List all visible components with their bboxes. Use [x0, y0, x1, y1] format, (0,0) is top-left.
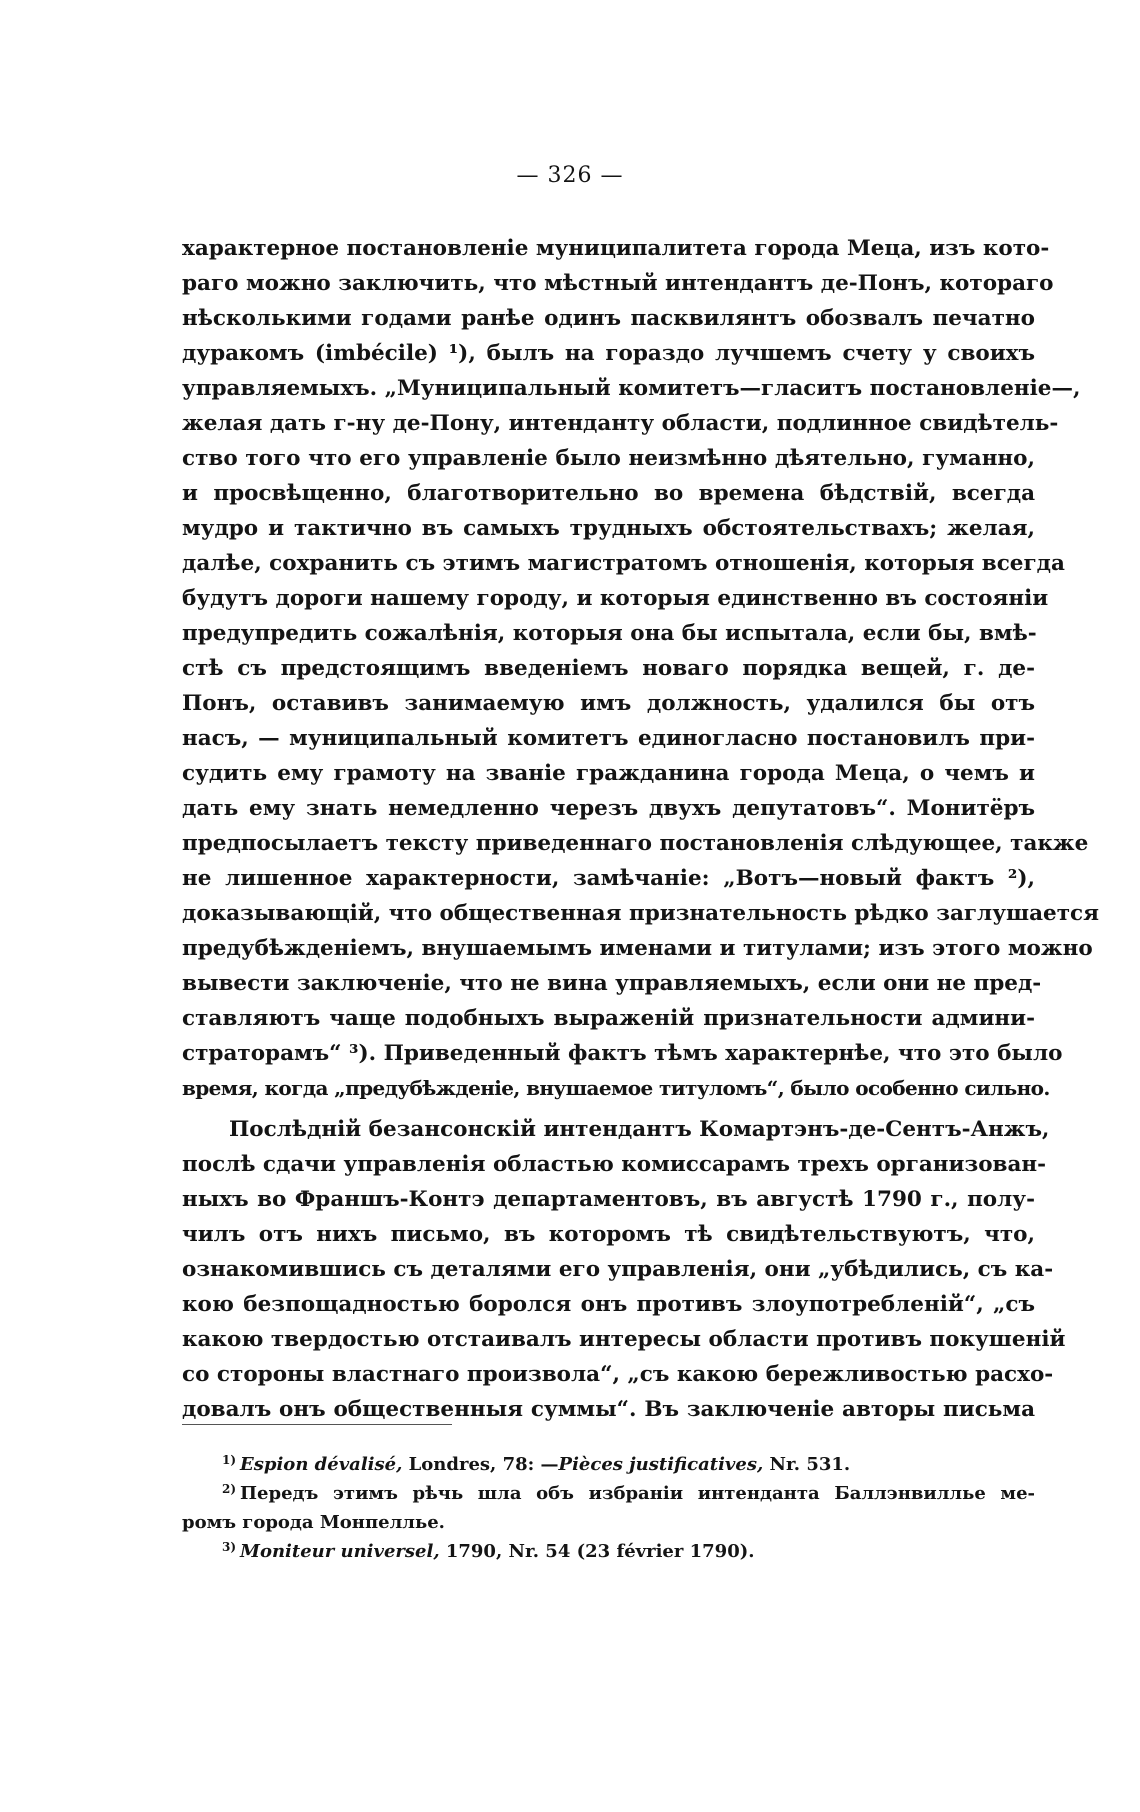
text-line: дуракомъ (imbécile) ¹), былъ на гораздо лучшемъ счету у своихъ	[182, 341, 1035, 366]
text-line: ныхъ во Франшъ-Контэ департаментовъ, въ августѣ 1790 г., полу-	[182, 1187, 1035, 1212]
text-line: страторамъ“ ³). Приведенный фактъ тѣмъ характернѣе, что это было	[182, 1041, 1063, 1066]
text-line: предпосылаетъ тексту приведеннаго постановленія слѣдующее, также	[182, 831, 1089, 856]
footnote-text: Londres, 78: —	[402, 1454, 559, 1475]
text-line: Послѣдній безансонскій интендантъ Комартэнъ-де-Сентъ-Анжъ,	[229, 1117, 1050, 1142]
body-text	[182, 231, 1099, 1427]
text-line: вывести заключеніе, что не вина управляемыхъ, если они не пред-	[182, 971, 1042, 996]
footnotes	[182, 1450, 1035, 1566]
footnote-mark: 1)	[222, 1453, 237, 1467]
text-line: ознакомившись съ деталями его управленія, они „убѣдились, съ ка-	[182, 1257, 1054, 1282]
text-line: чилъ отъ нихъ письмо, въ которомъ тѣ свидѣтельствуютъ, что,	[182, 1222, 1035, 1247]
text-line: время, когда „предубѣжденіе, внушаемое титуломъ“, было особенно сильно.	[182, 1076, 1050, 1100]
text-line: далѣе, сохранить съ этимъ магистратомъ отношенія, которыя всегда	[182, 551, 1065, 576]
text-line: желая дать г-ну де-Пону, интенданту области, подлинное свидѣтель-	[182, 411, 1059, 436]
text-line: предупредить сожалѣнія, которыя она бы испытала, если бы, вмѣ-	[182, 621, 1037, 646]
footnote-3	[182, 1537, 1035, 1566]
footnote-mark: 2)	[222, 1482, 237, 1496]
footnote-text: 1790, Nr. 54 (23 février 1790).	[439, 1541, 755, 1562]
text-line: будутъ дороги нашему городу, и которыя единственно въ состояніи	[182, 586, 1049, 611]
footnote-text: Nr. 531.	[763, 1454, 851, 1475]
text-line: и просвѣщенно, благотворительно во времена бѣдствій, всегда	[182, 481, 1035, 506]
text-line: Понъ, оставивъ занимаемую имъ должность, удалился бы отъ	[182, 691, 1035, 716]
text-line: какою твердостью отстаивалъ интересы области противъ покушеній	[182, 1327, 1066, 1352]
text-line: стѣ съ предстоящимъ введеніемъ новаго порядка вещей, г. де-	[182, 656, 1035, 681]
text-line: управляемыхъ. „Муниципальный комитетъ—гласитъ постановленіе—,	[182, 376, 1081, 401]
page-number: — 326 —	[516, 163, 624, 188]
text-line: мудро и тактично въ самыхъ трудныхъ обстоятельствахъ; желая,	[182, 516, 1035, 541]
text-line: раго можно заключить, что мѣстный интендантъ де-Понъ, котораго	[182, 271, 1054, 296]
text-line: характерное постановленіе муниципалитета города Меца, изъ кото-	[182, 236, 1050, 261]
footnote-divider	[182, 1424, 452, 1425]
footnote-source-title: Espion dévalisé,	[240, 1454, 403, 1475]
footnote-source-title: Moniteur universel,	[240, 1541, 440, 1562]
footnote-2	[182, 1479, 1035, 1508]
text-line: послѣ сдачи управленія областью комиссарамъ трехъ организован-	[182, 1152, 1047, 1177]
footnote-source-title: Pièces justificatives,	[558, 1454, 764, 1475]
text-line: предубѣжденіемъ, внушаемымъ именами и титулами; изъ этого можно	[182, 936, 1093, 961]
text-line: нѣсколькими годами ранѣе одинъ пасквилянтъ обозвалъ печатно	[182, 306, 1035, 331]
text-line: довалъ онъ общественныя суммы“. Въ заключеніе авторы письма	[182, 1397, 1035, 1422]
footnote-1	[182, 1450, 1035, 1479]
text-line: кою безпощадностью боролся онъ противъ злоупотребленій“, „съ	[182, 1292, 1035, 1317]
text-line: ство того что его управленіе было неизмѣнно дѣятельно, гуманно,	[182, 446, 1035, 471]
footnote-mark: 3)	[222, 1540, 237, 1554]
footnote-text: Передъ этимъ рѣчь шла объ избраніи интенданта Баллэнвиллье ме-	[240, 1483, 1035, 1504]
text-line: со стороны властнаго произвола“, „съ какою бережливостью расхо-	[182, 1362, 1054, 1387]
text-line: судить ему грамоту на званіе гражданина города Меца, о чемъ и	[182, 761, 1035, 786]
text-line: доказывающій, что общественная признательность рѣдко заглушается	[182, 901, 1099, 926]
text-line: не лишенное характерности, замѣчаніе: „Вотъ—новый фактъ ²),	[182, 866, 1035, 891]
text-line: ставляютъ чаще подобныхъ выраженій признательности админи-	[182, 1006, 1035, 1031]
footnote-2-continuation: ромъ города Монпеллье.	[182, 1512, 445, 1533]
text-line: насъ, — муниципальный комитетъ единогласно постановилъ при-	[182, 726, 1035, 751]
text-line: дать ему знать немедленно черезъ двухъ депутатовъ“. Монитёръ	[182, 796, 1035, 821]
